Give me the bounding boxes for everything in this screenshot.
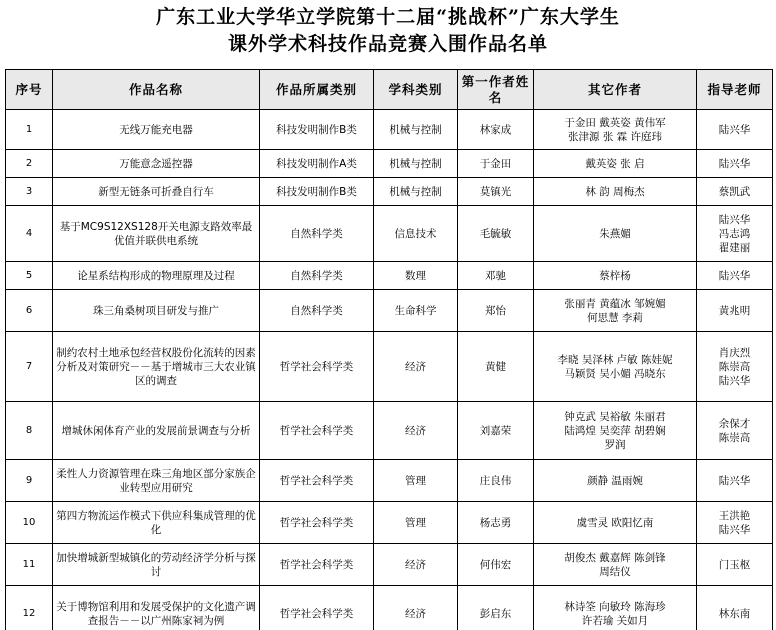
cell-seq: 1 bbox=[6, 110, 53, 150]
cell-first-author: 庄良伟 bbox=[458, 460, 534, 502]
header-category: 作品所属类别 bbox=[260, 70, 374, 110]
cell-work: 制约农村土地承包经营权股份化流转的因素分析及对策研究－－基于增城市三大农业镇区的调查 bbox=[53, 332, 260, 402]
cell-work: 无线万能充电器 bbox=[53, 110, 260, 150]
cell-work: 加快增城新型城镇化的劳动经济学分析与探讨 bbox=[53, 544, 260, 586]
header-first-author: 第一作者姓名 bbox=[458, 70, 534, 110]
cell-seq: 7 bbox=[6, 332, 53, 402]
cell-discipline: 经济 bbox=[374, 332, 458, 402]
cell-discipline: 机械与控制 bbox=[374, 178, 458, 206]
cell-discipline: 信息技术 bbox=[374, 206, 458, 262]
cell-advisor: 陆兴华 bbox=[697, 110, 773, 150]
cell-discipline: 管理 bbox=[374, 460, 458, 502]
cell-advisor: 门玉枢 bbox=[697, 544, 773, 586]
cell-discipline: 机械与控制 bbox=[374, 110, 458, 150]
table-row bbox=[6, 586, 773, 630]
cell-seq: 5 bbox=[6, 262, 53, 290]
cell-first-author: 刘嘉荣 bbox=[458, 402, 534, 460]
table-row bbox=[6, 150, 773, 178]
cell-seq: 9 bbox=[6, 460, 53, 502]
header-others: 其它作者 bbox=[534, 70, 697, 110]
cell-category: 科技发明制作A类 bbox=[260, 150, 374, 178]
cell-category: 哲学社会科学类 bbox=[260, 402, 374, 460]
table-row bbox=[6, 290, 773, 332]
cell-advisor: 陆兴华 bbox=[697, 150, 773, 178]
cell-work: 增城休闲体育产业的发展前景调查与分析 bbox=[53, 402, 260, 460]
table-row bbox=[6, 502, 773, 544]
cell-category: 科技发明制作B类 bbox=[260, 110, 374, 150]
cell-work: 柔性人力资源管理在珠三角地区部分家族企业转型应用研究 bbox=[53, 460, 260, 502]
cell-discipline: 经济 bbox=[374, 402, 458, 460]
cell-work: 新型无链条可折叠自行车 bbox=[53, 178, 260, 206]
cell-first-author: 莫镇光 bbox=[458, 178, 534, 206]
cell-first-author: 杨志勇 bbox=[458, 502, 534, 544]
cell-seq: 6 bbox=[6, 290, 53, 332]
cell-seq: 3 bbox=[6, 178, 53, 206]
cell-first-author: 彭启东 bbox=[458, 586, 534, 630]
title-line-1: 广东工业大学华立学院第十二届“挑战杯”广东大学生 bbox=[156, 6, 620, 28]
cell-others: 戴英姿 张 启 bbox=[534, 150, 697, 178]
cell-discipline: 经济 bbox=[374, 586, 458, 630]
cell-seq: 12 bbox=[6, 586, 53, 630]
cell-category: 哲学社会科学类 bbox=[260, 502, 374, 544]
cell-seq: 11 bbox=[6, 544, 53, 586]
cell-seq: 8 bbox=[6, 402, 53, 460]
cell-first-author: 郑怡 bbox=[458, 290, 534, 332]
cell-others: 张丽青 黄蕴冰 邹婉媚 何思慧 李莉 bbox=[534, 290, 697, 332]
table-body bbox=[6, 110, 773, 630]
cell-category: 科技发明制作B类 bbox=[260, 178, 374, 206]
cell-advisor: 王洪艳 陆兴华 bbox=[697, 502, 773, 544]
cell-work: 万能意念遥控器 bbox=[53, 150, 260, 178]
cell-advisor: 陆兴华 bbox=[697, 460, 773, 502]
table-row bbox=[6, 110, 773, 150]
cell-first-author: 毛毓敏 bbox=[458, 206, 534, 262]
cell-others: 蔡梓杨 bbox=[534, 262, 697, 290]
table-row bbox=[6, 402, 773, 460]
cell-work: 关于博物馆利用和发展受保护的文化遗产调查报告－－以广州陈家祠为例 bbox=[53, 586, 260, 630]
cell-others: 虞雪灵 欧阳忆南 bbox=[534, 502, 697, 544]
cell-advisor: 肖庆烈 陈崇高 陆兴华 bbox=[697, 332, 773, 402]
cell-seq: 4 bbox=[6, 206, 53, 262]
cell-others: 于金田 戴英姿 黄伟军 张津源 张 霖 许庭玮 bbox=[534, 110, 697, 150]
table-row bbox=[6, 178, 773, 206]
table-row bbox=[6, 262, 773, 290]
table-row bbox=[6, 460, 773, 502]
cell-work: 第四方物流运作模式下供应科集成管理的优化 bbox=[53, 502, 260, 544]
cell-category: 自然科学类 bbox=[260, 290, 374, 332]
cell-others: 钟克武 吴裕敏 朱丽君 陆鸿煌 吴奕萍 胡碧娴 罗润 bbox=[534, 402, 697, 460]
cell-work: 基于MC9S12XS128开关电源支路效率最优值并联供电系统 bbox=[53, 206, 260, 262]
cell-advisor: 林东南 bbox=[697, 586, 773, 630]
cell-advisor: 蔡凯武 bbox=[697, 178, 773, 206]
cell-category: 自然科学类 bbox=[260, 262, 374, 290]
cell-seq: 10 bbox=[6, 502, 53, 544]
cell-first-author: 林家成 bbox=[458, 110, 534, 150]
table-row bbox=[6, 206, 773, 262]
cell-category: 自然科学类 bbox=[260, 206, 374, 262]
cell-category: 哲学社会科学类 bbox=[260, 460, 374, 502]
cell-discipline: 管理 bbox=[374, 502, 458, 544]
cell-others: 颜静 温雨婉 bbox=[534, 460, 697, 502]
title-line-2: 课外学术科技作品竞赛入围作品名单 bbox=[227, 33, 548, 55]
cell-first-author: 于金田 bbox=[458, 150, 534, 178]
cell-discipline: 生命科学 bbox=[374, 290, 458, 332]
header-advisor: 指导老师 bbox=[697, 70, 773, 110]
cell-discipline: 机械与控制 bbox=[374, 150, 458, 178]
cell-first-author: 何伟宏 bbox=[458, 544, 534, 586]
header-work: 作品名称 bbox=[53, 70, 260, 110]
cell-advisor: 陆兴华 bbox=[697, 262, 773, 290]
cell-others: 林诗筌 向敏玲 陈海珍 许若瑜 关如月 bbox=[534, 586, 697, 630]
cell-advisor: 黄兆明 bbox=[697, 290, 773, 332]
cell-first-author: 邓驰 bbox=[458, 262, 534, 290]
cell-others: 胡俊杰 戴嘉辉 陈剑锋 周结仪 bbox=[534, 544, 697, 586]
cell-first-author: 黄健 bbox=[458, 332, 534, 402]
table-header-row bbox=[6, 70, 773, 110]
document-title bbox=[0, 4, 776, 58]
cell-discipline: 数理 bbox=[374, 262, 458, 290]
cell-others: 朱燕媚 bbox=[534, 206, 697, 262]
cell-advisor: 余保才 陈崇高 bbox=[697, 402, 773, 460]
cell-category: 哲学社会科学类 bbox=[260, 332, 374, 402]
cell-others: 林 韵 周梅杰 bbox=[534, 178, 697, 206]
table-row bbox=[6, 332, 773, 402]
table-row bbox=[6, 544, 773, 586]
cell-seq: 2 bbox=[6, 150, 53, 178]
cell-discipline: 经济 bbox=[374, 544, 458, 586]
header-seq: 序号 bbox=[6, 70, 53, 110]
cell-category: 哲学社会科学类 bbox=[260, 586, 374, 630]
cell-category: 哲学社会科学类 bbox=[260, 544, 374, 586]
header-discipline: 学科类别 bbox=[374, 70, 458, 110]
cell-work: 论星系结构形成的物理原理及过程 bbox=[53, 262, 260, 290]
entries-table bbox=[5, 69, 773, 630]
cell-work: 珠三角桑树项目研发与推广 bbox=[53, 290, 260, 332]
cell-advisor: 陆兴华 冯志鸿 翟建丽 bbox=[697, 206, 773, 262]
cell-others: 李晓 吴泽林 卢敏 陈娃妮 马颖贤 吴小媚 冯晓东 bbox=[534, 332, 697, 402]
